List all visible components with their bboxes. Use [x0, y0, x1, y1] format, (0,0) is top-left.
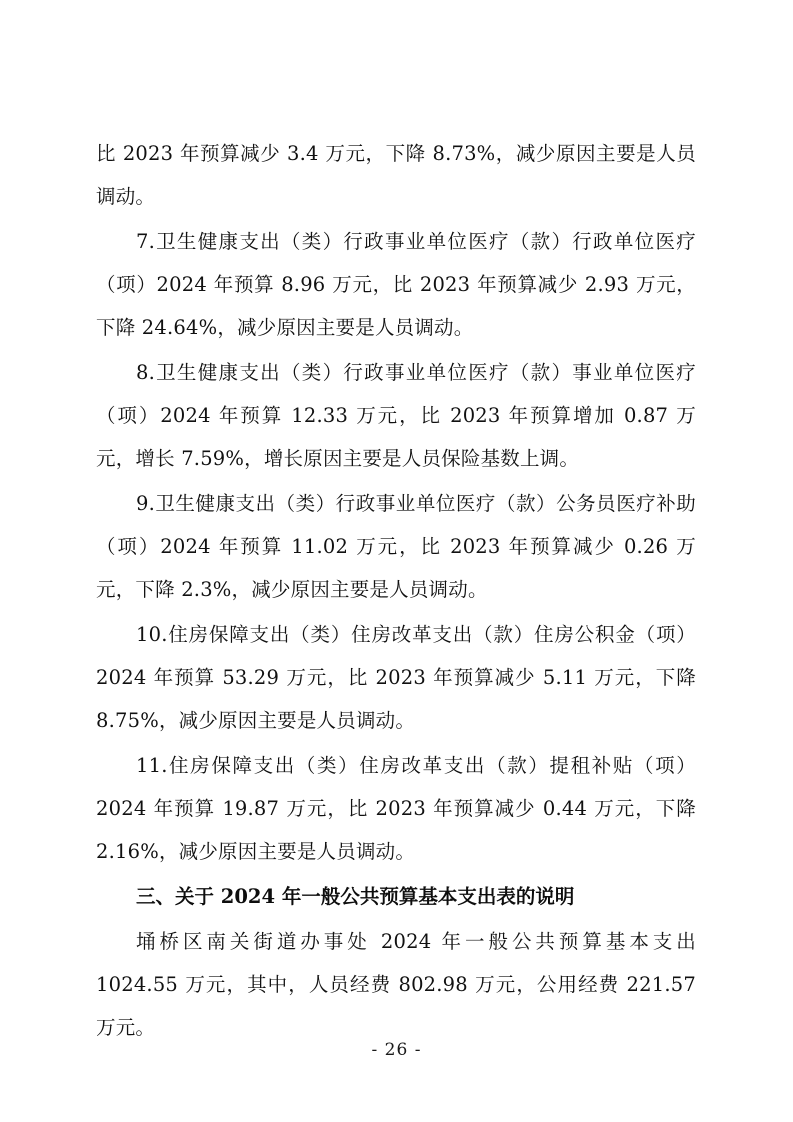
- paragraph-item-8: 8.卫生健康支出（类）行政事业单位医疗（款）事业单位医疗（项）2024 年预算 12.33 万元，比 2023 年预算增加 0.87 万元，增长 7.59%，增长原因主要是人员保险基数上调。: [96, 361, 696, 470]
- paragraph-item-7: 7.卫生健康支出（类）行政事业单位医疗（款）行政单位医疗（项）2024 年预算 8.96 万元，比 2023 年预算减少 2.93 万元，下降 24.64%，减少原因主要是人员调动。: [96, 230, 696, 339]
- paragraph-basic-expenditure: 埇桥区南关街道办事处 2024 年一般公共预算基本支出 1024.55 万元，其中，人员经费 802.98 万元，公用经费 221.57 万元。: [96, 930, 696, 1039]
- paragraph-item-11: 11.住房保障支出（类）住房改革支出（款）提租补贴（项）2024 年预算 19.87 万元，比 2023 年预算减少 0.44 万元，下降 2.16%，减少原因主要是人员调动。: [96, 754, 696, 863]
- document-body: [96, 132, 696, 1051]
- paragraph-item-10: 10.住房保障支出（类）住房改革支出（款）住房公积金（项）2024 年预算 53.29 万元，比 2023 年预算减少 5.11 万元，下降 8.75%，减少原因主要是人员调动。: [96, 623, 696, 732]
- paragraph-continued: 比 2023 年预算减少 3.4 万元，下降 8.73%，减少原因主要是人员调动。: [96, 142, 696, 208]
- paragraph-item-9: 9.卫生健康支出（类）行政事业单位医疗（款）公务员医疗补助（项）2024 年预算 11.02 万元，比 2023 年预算减少 0.26 万元，下降 2.3%，减少原因主要是人员调动。: [96, 492, 696, 601]
- section-heading: 三、关于 2024 年一般公共预算基本支出表的说明: [136, 885, 575, 908]
- page-number: - 26 -: [371, 1040, 422, 1060]
